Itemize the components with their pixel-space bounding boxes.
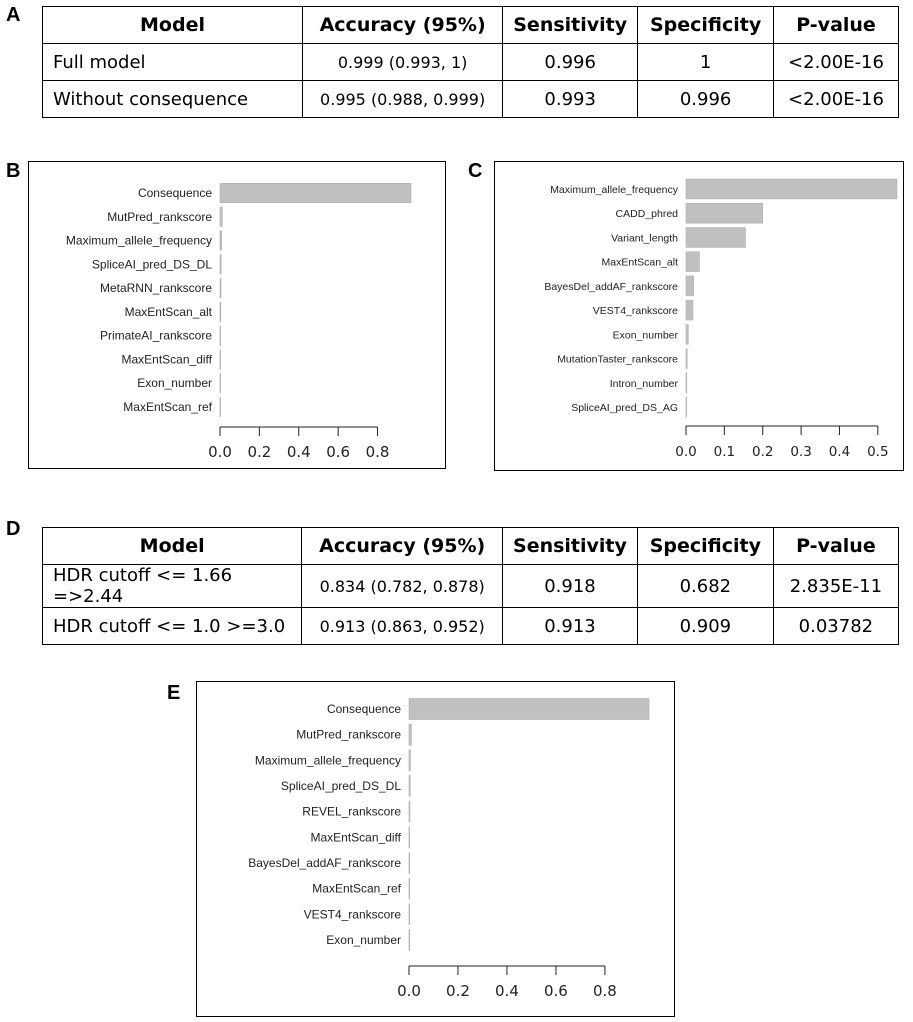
bar: [409, 929, 410, 950]
category-label: VEST4_rankscore: [592, 305, 678, 318]
tick-label: 0.2: [751, 444, 774, 460]
bar: [220, 183, 411, 202]
bar: [409, 750, 410, 771]
category-label: MaxEntScan_alt: [601, 256, 678, 269]
tick-label: 0.8: [592, 982, 617, 1000]
tick-label: 0.0: [208, 443, 232, 461]
table-header-row: [43, 7, 899, 44]
bar: [220, 231, 222, 250]
category-label: MutPred_rankscore: [296, 727, 401, 742]
chart-c-frame: [494, 161, 904, 471]
bar: [409, 698, 649, 719]
category-label: Consequence: [326, 702, 401, 716]
bar: [409, 878, 410, 899]
bar: [220, 255, 221, 274]
chart-b-frame: [28, 161, 446, 469]
category-label: VEST4_rankscore: [303, 907, 401, 922]
header-sensitivity: Sensitivity: [503, 528, 638, 565]
category-label: MaxEntScan_alt: [124, 304, 212, 319]
cell-accuracy: 0.995 (0.988, 0.999): [303, 81, 503, 118]
table-row: [43, 81, 899, 118]
cell-accuracy: 0.999 (0.993, 1): [303, 44, 503, 81]
category-label: BayesDel_addAF_rankscore: [248, 856, 401, 870]
category-label: Intron_number: [609, 377, 678, 390]
header-sensitivity: Sensitivity: [503, 7, 638, 44]
bar: [220, 350, 221, 369]
cell-p-value: 0.03782: [773, 608, 898, 645]
category-label: MaxEntScan_ref: [312, 881, 401, 896]
tick-label: 0.4: [828, 444, 851, 460]
category-label: MutPred_rankscore: [107, 209, 212, 224]
chart-e-frame: [196, 681, 675, 1017]
panel-label-b: B: [6, 160, 21, 182]
category-label: BayesDel_addAF_rankscore: [544, 280, 678, 293]
bar: [686, 373, 687, 393]
category-label: MetaRNN_rankscore: [99, 281, 212, 296]
table-row: [43, 565, 899, 608]
bar: [409, 852, 410, 873]
cell-sensitivity: 0.913: [503, 608, 638, 645]
bar: [686, 203, 763, 223]
table-row: [43, 608, 899, 645]
cell-specificity: 0.682: [637, 565, 773, 608]
header-accuracy: Accuracy (95%): [302, 528, 503, 565]
category-label: SpliceAI_pred_DS_DL: [91, 257, 212, 272]
bar: [409, 724, 411, 745]
bar: [220, 373, 221, 392]
cell-specificity: 0.996: [638, 81, 774, 118]
table-row: [43, 44, 899, 81]
category-label: MaxEntScan_diff: [121, 352, 212, 367]
tick-label: 0.1: [713, 444, 736, 460]
cell-model: Without consequence: [43, 81, 303, 118]
header-specificity: Specificity: [638, 7, 774, 44]
bar: [686, 276, 694, 296]
bar: [220, 326, 221, 345]
tick-label: 0.3: [790, 444, 812, 460]
category-label: Variant_length: [611, 232, 678, 245]
category-label: Exon_number: [326, 933, 401, 947]
tick-label: 0.6: [544, 982, 568, 1000]
bar: [409, 801, 410, 822]
category-label: SpliceAI_pred_DS_AG: [571, 402, 678, 414]
category-label: PrimateAI_rankscore: [99, 328, 212, 343]
bar: [220, 302, 221, 321]
header-p-value: P-value: [773, 528, 898, 565]
cell-p-value: <2.00E-16: [774, 81, 899, 118]
bar: [409, 775, 410, 796]
tick-label: 0.0: [675, 444, 697, 460]
header-accuracy: Accuracy (95%): [303, 7, 503, 44]
chart-e: [197, 682, 673, 1015]
header-model: Model: [43, 7, 303, 44]
bar: [409, 904, 410, 925]
panel-label-a: A: [6, 4, 21, 26]
header-specificity: Specificity: [637, 528, 773, 565]
header-model: Model: [43, 528, 302, 565]
bar: [686, 228, 745, 248]
category-label: Maximum_allele_frequency: [65, 233, 212, 248]
panel-label-c: C: [468, 160, 483, 182]
results-table-d: [42, 527, 899, 645]
tick-label: 0.2: [446, 982, 470, 1000]
tick-label: 0.4: [495, 982, 519, 1000]
bar: [686, 300, 693, 320]
cell-p-value: 2.835E-11: [773, 565, 898, 608]
category-label: MaxEntScan_diff: [310, 830, 401, 845]
panel-label-e: E: [167, 682, 181, 704]
tick-label: 0.0: [397, 982, 421, 1000]
category-label: MaxEntScan_ref: [123, 400, 212, 414]
chart-c: [495, 162, 902, 469]
cell-sensitivity: 0.996: [503, 44, 638, 81]
bar: [686, 349, 687, 369]
panel-label-d: D: [6, 518, 21, 540]
bar: [409, 827, 410, 848]
category-label: MutationTaster_rankscore: [557, 353, 678, 366]
table-header-row: [43, 528, 899, 565]
cell-model: Full model: [43, 44, 303, 81]
cell-sensitivity: 0.993: [503, 81, 638, 118]
category-label: REVEL_rankscore: [302, 804, 401, 819]
header-p-value: P-value: [774, 7, 899, 44]
category-label: SpliceAI_pred_DS_DL: [280, 779, 401, 793]
cell-model: HDR cutoff <= 1.0 >=3.0: [43, 608, 302, 645]
bar: [220, 397, 221, 416]
category-label: Exon_number: [612, 329, 678, 342]
chart-b: [29, 162, 444, 467]
bar: [686, 252, 699, 272]
bar: [220, 278, 221, 297]
tick-label: 0.8: [365, 443, 390, 461]
bar: [686, 179, 897, 199]
cell-sensitivity: 0.918: [503, 565, 638, 608]
tick-label: 0.4: [286, 443, 311, 461]
tick-label: 0.5: [867, 444, 889, 460]
bar: [686, 324, 688, 344]
category-label: Consequence: [137, 186, 212, 200]
category-label: Maximum_allele_frequency: [254, 753, 401, 768]
cell-model: HDR cutoff <= 1.66 =>2.44: [43, 565, 302, 608]
category-label: Exon_number: [137, 376, 212, 391]
bar: [220, 207, 222, 226]
cell-accuracy: 0.913 (0.863, 0.952): [302, 608, 503, 645]
cell-accuracy: 0.834 (0.782, 0.878): [302, 565, 503, 608]
cell-specificity: 0.909: [637, 608, 773, 645]
category-label: CADD_phred: [615, 208, 678, 221]
cell-specificity: 1: [638, 44, 774, 81]
results-table-a: [42, 6, 899, 118]
cell-p-value: <2.00E-16: [774, 44, 899, 81]
bar: [686, 397, 687, 417]
category-label: Maximum_allele_frequency: [550, 184, 678, 196]
tick-label: 0.6: [326, 443, 351, 461]
tick-label: 0.2: [247, 443, 272, 461]
